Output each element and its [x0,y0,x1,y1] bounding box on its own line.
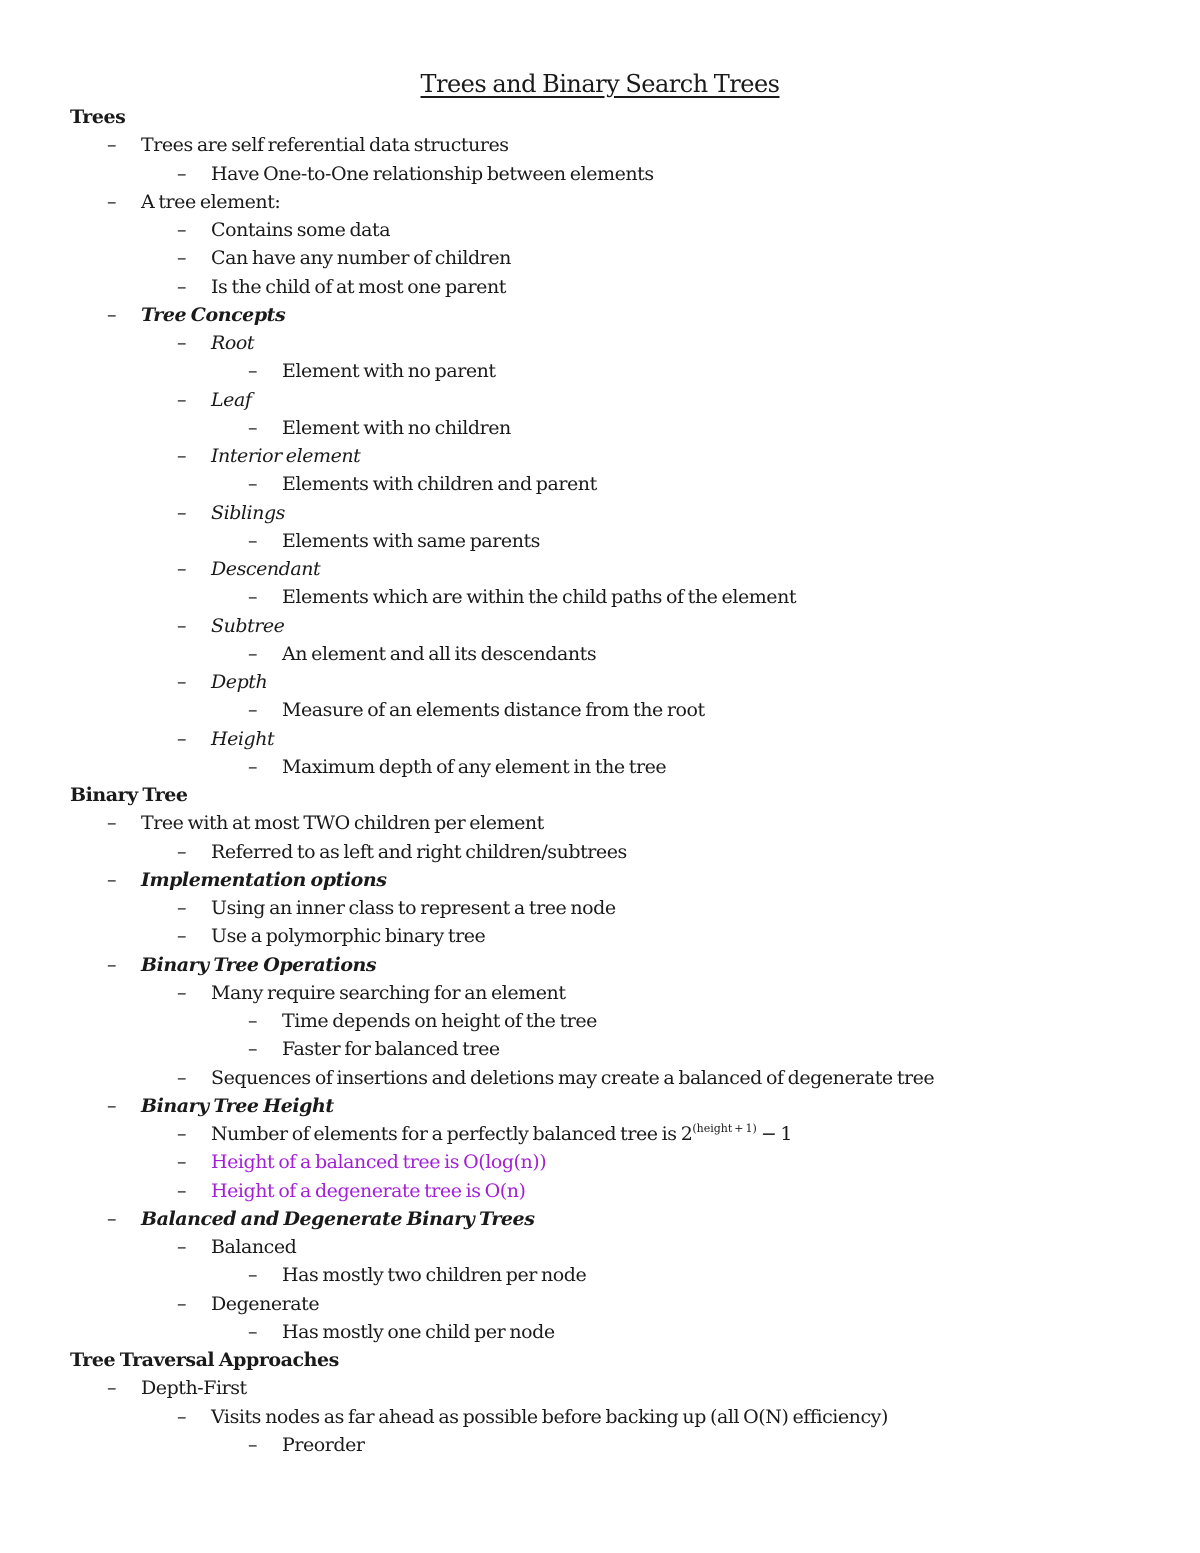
dash-bullet: – [177,841,187,863]
outline-text: Degenerate [211,1293,320,1315]
outline-text: Measure of an elements distance from the root [282,699,705,721]
outline-text: Interior element [211,445,361,467]
outline-text: Balanced [211,1236,297,1258]
dash-bullet: – [177,671,187,693]
outline-text: Binary Tree Operations [141,954,377,976]
dash-bullet: – [248,699,258,721]
outline-text: Elements which are within the child paths of the element [282,586,797,608]
dash-bullet: – [177,1151,187,1173]
outline-text: Depth-First [141,1377,247,1399]
outline-text: Faster for balanced tree [282,1038,500,1060]
dash-bullet: – [177,1123,187,1145]
dash-bullet: – [107,134,117,156]
dash-bullet: – [177,728,187,750]
dash-bullet: – [177,925,187,947]
dash-bullet: – [107,1095,117,1117]
dash-bullet: – [177,276,187,298]
outline-text: Sequences of insertions and deletions may create a balanced of degenerate tree [211,1067,935,1089]
dash-bullet: – [177,389,187,411]
outline-text: Can have any number of children [211,247,511,269]
dash-bullet: – [177,247,187,269]
dash-bullet: – [248,1434,258,1456]
outline-text: Use a polymorphic binary tree [211,925,486,947]
outline-text: Is the child of at most one parent [211,276,506,298]
dash-bullet: – [248,360,258,382]
dash-bullet: – [107,191,117,213]
outline-text: Trees are self referential data structures [141,134,509,156]
dash-bullet: – [177,219,187,241]
dash-bullet: – [248,756,258,778]
dash-bullet: – [248,1010,258,1032]
outline-text: Number of elements for a perfectly balanced tree is $2^{(height + 1)} - 1$ [211,1122,793,1145]
dash-bullet: – [177,1293,187,1315]
outline-text: Subtree [211,615,285,637]
outline-text: Siblings [211,502,285,524]
outline-text: Time depends on height of the tree [282,1010,597,1032]
dash-bullet: – [248,530,258,552]
outline-text: Element with no parent [282,360,496,382]
dash-bullet: – [248,1038,258,1060]
outline-text: Height of a balanced tree is O(log(n)) [211,1151,547,1173]
dash-bullet: – [107,869,117,891]
outline-text: Referred to as left and right children/subtrees [211,841,627,863]
dash-bullet: – [107,812,117,834]
outline-text: Tree with at most TWO children per element [141,812,544,834]
dash-bullet: – [177,1406,187,1428]
outline-text: Elements with children and parent [282,473,597,495]
dash-bullet: – [248,643,258,665]
dash-bullet: – [107,954,117,976]
dash-bullet: – [248,417,258,439]
dash-bullet: – [177,1180,187,1202]
outline-text: Binary Tree Height [141,1095,334,1117]
exponent: (height + 1) [692,1122,757,1135]
outline-text: Element with no children [282,417,511,439]
dash-bullet: – [107,304,117,326]
outline-text: Visits nodes as far ahead as possible before backing up (all O(N) efficiency) [211,1406,888,1428]
outline-text: Preorder [282,1434,365,1456]
outline-text: Have One-to-One relationship between elements [211,163,654,185]
outline-text: Many require searching for an element [211,982,566,1004]
outline-text: Maximum depth of any element in the tree [282,756,667,778]
outline-text: Tree Traversal Approaches [70,1349,339,1371]
outline-text: Depth [211,671,268,693]
outline-text: Elements with same parents [282,530,540,552]
dash-bullet: – [248,586,258,608]
outline-text: Binary Tree [70,784,188,806]
dash-bullet: – [177,982,187,1004]
dash-bullet: – [177,332,187,354]
dash-bullet: – [177,558,187,580]
outline-text: Balanced and Degenerate Binary Trees [141,1208,535,1230]
outline-text: Has mostly one child per node [282,1321,555,1343]
outline-text: An element and all its descendants [282,643,597,665]
outline-text: Height of a degenerate tree is O(n) [211,1180,526,1202]
dash-bullet: – [248,473,258,495]
outline-text: Trees [70,106,126,128]
dash-bullet: – [248,1321,258,1343]
outline-text: Descendant [211,558,321,580]
outline-text: Leaf [211,389,252,411]
outline-text: Root [211,332,255,354]
outline-text: A tree element: [141,191,281,213]
outline-text: Contains some data [211,219,391,241]
page-title: Trees and Binary Search Trees [420,70,780,98]
dash-bullet: – [177,445,187,467]
dash-bullet: – [107,1208,117,1230]
dash-bullet: – [177,502,187,524]
outline-text: Has mostly two children per node [282,1264,587,1286]
dash-bullet: – [177,1236,187,1258]
dash-bullet: – [177,897,187,919]
outline-text: Implementation options [141,869,387,891]
outline-text: Tree Concepts [141,304,286,326]
dash-bullet: – [248,1264,258,1286]
dash-bullet: – [107,1377,117,1399]
dash-bullet: – [177,163,187,185]
dash-bullet: – [177,1067,187,1089]
outline-text: Using an inner class to represent a tree node [211,897,616,919]
outline-text: Height [211,728,275,750]
dash-bullet: – [177,615,187,637]
